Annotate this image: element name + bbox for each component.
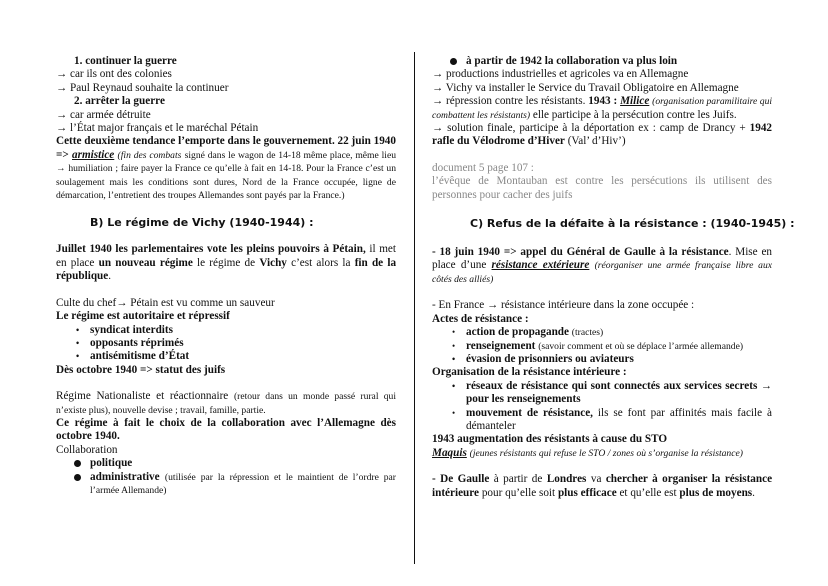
list-item: • réseaux de résistance qui sont connectés aux services secrets → pour les renseignements (450, 380, 772, 407)
bold-text: mouvement de résistance, (466, 406, 593, 419)
list-item: 2. arrêter la guerre (74, 95, 165, 108)
paragraph-appel (432, 246, 772, 286)
text: Régime Nationaliste et réactionnaire (56, 390, 229, 403)
text: c’est alors la (291, 256, 351, 269)
text: il met en place (56, 243, 396, 269)
list-item: • opposants réprimés (74, 337, 396, 350)
right-column (432, 55, 795, 500)
note-text: signé dans le wagon de 14-18 même place, même lieu → humiliation ; faire payer la France ce qu’elle à fait en 14-18. Pour la France c’est un soulagement mais les conditions sont dures, Nord de la France occupée, ligne de démarcation, l’entretient des troupes Allemandes sont payés par la France.) (56, 149, 397, 202)
text: . Mise en place d’une (432, 246, 773, 272)
text: va (590, 473, 602, 486)
bold-text: renseignement (466, 339, 536, 352)
bold-text: 1943 : (588, 95, 618, 108)
text: pour qu’elle soit (481, 486, 556, 499)
note-text: (retour dans un monde passé rural qui n’existe plus), nouvelle devise ; travail, famille, partie. (56, 391, 396, 416)
text: → répression contre les résistants. (432, 95, 586, 108)
text: (Val’ d’Hiv’) (567, 135, 626, 148)
column-divider (414, 52, 415, 564)
text-line: Actes de résistance : (432, 312, 529, 325)
text: le régime de (197, 256, 256, 269)
list-item (450, 340, 772, 353)
bold-text: administrative (90, 470, 160, 483)
section-heading-c: C) Refus de la défaite à la résistance : (1940-1945) : (470, 217, 795, 231)
bold-text: Juillet 1940 les parlementaires vote les pleins pouvoirs à Pétain, (56, 243, 366, 256)
bold-text: Vichy (259, 256, 287, 269)
section-heading-b: B) Le régime de Vichy (1940-1944) : (90, 216, 314, 230)
paragraph-armistice (56, 135, 396, 202)
paragraph-vichy (56, 243, 396, 283)
text: ils se font par affinités mais facile à démanteler (466, 406, 772, 432)
text: à partir de (493, 473, 543, 486)
text-line: → car armée détruite (56, 108, 151, 121)
list-item: politique (56, 457, 396, 470)
text: → solution finale, participe à la déportation ex : camp de Drancy + (432, 122, 746, 135)
bold-text: plus de moyens (679, 486, 753, 499)
italic-text: (fin des combats (117, 149, 182, 161)
list-item: à partir de 1942 la collaboration va plus loin (432, 55, 772, 68)
term-maquis: Maquis (432, 446, 467, 459)
text-line: Culte du chef→ Pétain est vu comme un sauveur (56, 296, 275, 309)
paragraph-de-gaulle (432, 473, 772, 500)
italic-text: (réorganiser une armée française libre aux côtés des alliés) (432, 260, 773, 285)
list-item (450, 326, 772, 339)
bold-text: Londres (546, 473, 587, 486)
text-line: → productions industrielles et agricoles va en Allemagne (432, 68, 689, 81)
document-reference: document 5 page 107 : (432, 161, 534, 174)
list-item: • évasion de prisonniers ou aviateurs (450, 353, 772, 366)
paragraph-solution-finale (432, 122, 772, 149)
term-resistance-exterieure: résistance extérieure (491, 259, 590, 272)
paragraph-milice (432, 95, 772, 122)
list-item (56, 471, 396, 498)
text-line: - En France → résistance intérieure dans la zone occupée : (432, 299, 695, 312)
bold-text: 1942 rafle du Vélodrome d’Hiver (432, 122, 772, 148)
list-item (450, 407, 772, 434)
term-milice: Milice (620, 95, 650, 108)
text-line: Dès octobre 1940 => statut des juifs (56, 363, 226, 376)
bold-text: fin de la république (56, 256, 397, 283)
list-item: • syndicat interdits (74, 324, 396, 337)
term-armistice: armistice (72, 148, 115, 161)
italic-text: (organisation paramilitaire qui combattent les résistants) (432, 96, 773, 121)
note-text: (utilisée par la répression et le maintient de l’ordre par l’armée Allemande) (90, 471, 396, 496)
text-line: → Vichy va installer le Service du Travail Obligatoire en Allemagne (432, 81, 739, 94)
text-line: → car ils ont des colonies (56, 68, 172, 81)
text: elle participe à la persécution contre les Juifs. (532, 108, 737, 121)
bold-text: - 18 juin 1940 => appel du Général de Gaulle à la résistance (432, 246, 729, 259)
bold-text: chercher à organiser la résistance intérieure (432, 473, 773, 499)
text: . (108, 270, 112, 283)
text-line: Le régime est autoritaire et répressif (56, 310, 230, 323)
left-column (56, 55, 396, 497)
bold-text: action de propagande (466, 326, 569, 339)
text-line: Organisation de la résistance intérieure : (432, 366, 627, 379)
list-item: • antisémitisme d’État (74, 350, 396, 363)
text: et qu’elle est (619, 486, 677, 499)
paragraph-collaboration: Ce régime à fait le choix de la collaboration avec l’Allemagne dès octobre 1940. (56, 416, 396, 443)
paragraph-regime (56, 390, 396, 417)
bold-text: - De Gaulle (432, 473, 490, 486)
text-line: → l’État major français et le maréchal Pétain (56, 122, 259, 135)
note-text: (tractes) (571, 327, 604, 339)
italic-text: (jeunes résistants qui refuse le STO / zones où s’organise la résistance) (469, 447, 743, 459)
text-line: Collaboration (56, 443, 118, 456)
bold-text: un nouveau régime (98, 256, 193, 269)
text: . (752, 486, 755, 499)
bold-text: Cette deuxième tendance l’emporte dans le gouvernement. 22 juin 1940 => (56, 135, 396, 161)
text-line (432, 447, 772, 460)
note-text: (savoir comment et où se déplace l’armée allemande) (538, 340, 744, 352)
list-item: 1. continuer la guerre (74, 55, 177, 67)
text-line: 1943 augmentation des résistants à cause du STO (432, 433, 668, 446)
text-line: → Paul Reynaud souhaite la continuer (56, 81, 229, 94)
document-note: l’évêque de Montauban est contre les persécutions ils utilisent des personnes pour cacher des juifs (432, 175, 772, 201)
bold-text: plus efficace (557, 486, 617, 499)
